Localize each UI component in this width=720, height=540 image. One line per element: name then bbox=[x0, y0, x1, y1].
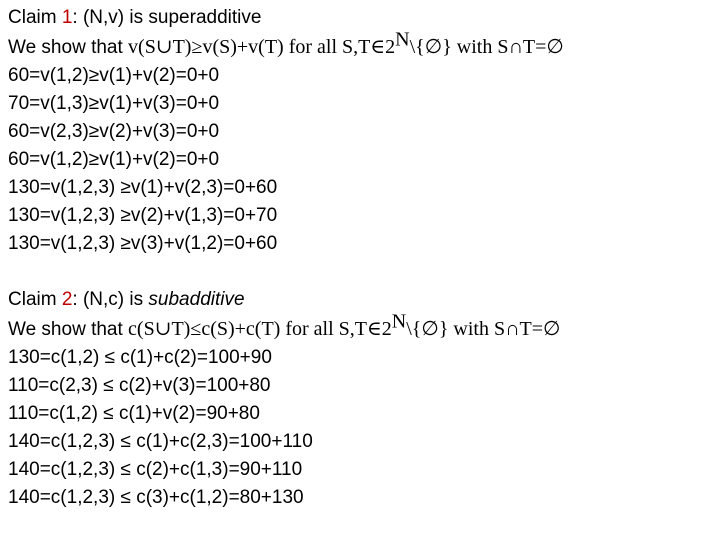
claim1-show-text: We show that bbox=[8, 37, 129, 58]
claim2-formula-sup: N bbox=[391, 310, 407, 333]
claim2-line: 140=c(1,2,3) ≤ c(3)+c(1,2)=80+130 bbox=[8, 487, 304, 508]
claim2-line: 110=c(2,3) ≤ c(2)+v(3)=100+80 bbox=[8, 375, 271, 396]
claim1-line: 130=v(1,2,3) ≥v(2)+v(1,3)=0+70 bbox=[8, 205, 278, 226]
claim1-line: 60=v(1,2)≥v(1)+v(2)=0+0 bbox=[8, 149, 220, 170]
claim1-title bbox=[8, 5, 261, 31]
claim2-title-rest: : (N,c) is bbox=[72, 289, 149, 310]
claim2-number: 2 bbox=[61, 289, 73, 310]
claim1-number: 1 bbox=[61, 7, 73, 28]
claim2-title bbox=[8, 287, 245, 313]
claim1-line: 70=v(1,3)≥v(1)+v(3)=0+0 bbox=[8, 93, 220, 114]
claim2-formula-b: \{∅} with S∩T=∅ bbox=[406, 318, 561, 340]
claim2-formula-a: c(S∪T)≤c(S)+c(T) for all S,T∈2 bbox=[128, 318, 392, 340]
claim1-line: 60=v(1,2)≥v(1)+v(2)=0+0 bbox=[8, 65, 220, 86]
claim1-statement bbox=[8, 28, 564, 61]
claim1-line: 130=v(1,2,3) ≥v(1)+v(2,3)=0+60 bbox=[8, 177, 278, 198]
claim1-line: 60=v(2,3)≥v(2)+v(3)=0+0 bbox=[8, 121, 220, 142]
claim2-line: 110=c(1,2) ≤ c(1)+v(2)=90+80 bbox=[8, 403, 260, 424]
claim1-formula-b: \{∅} with S∩T=∅ bbox=[409, 36, 564, 58]
claim2-show-text: We show that bbox=[8, 319, 129, 340]
claim2-title-prefix: Claim bbox=[8, 289, 62, 310]
claim2-statement bbox=[8, 310, 561, 343]
claim1-line: 130=v(1,2,3) ≥v(3)+v(1,2)=0+60 bbox=[8, 233, 278, 254]
claim1-title-rest: : (N,v) is superadditive bbox=[72, 7, 262, 28]
claim2-line: 140=c(1,2,3) ≤ c(1)+c(2,3)=100+110 bbox=[8, 431, 313, 452]
claim1-title-prefix: Claim bbox=[8, 7, 62, 28]
claim2-line: 140=c(1,2,3) ≤ c(2)+c(1,3)=90+110 bbox=[8, 459, 303, 480]
claim2-line: 130=c(1,2) ≤ c(1)+c(2)=100+90 bbox=[8, 347, 272, 368]
claim1-formula-sup: N bbox=[395, 28, 410, 51]
claim2-title-italic: subadditive bbox=[148, 289, 245, 310]
claim1-formula-a: v(S∪T)≥v(S)+v(T) for all S,T∈2 bbox=[128, 36, 396, 58]
